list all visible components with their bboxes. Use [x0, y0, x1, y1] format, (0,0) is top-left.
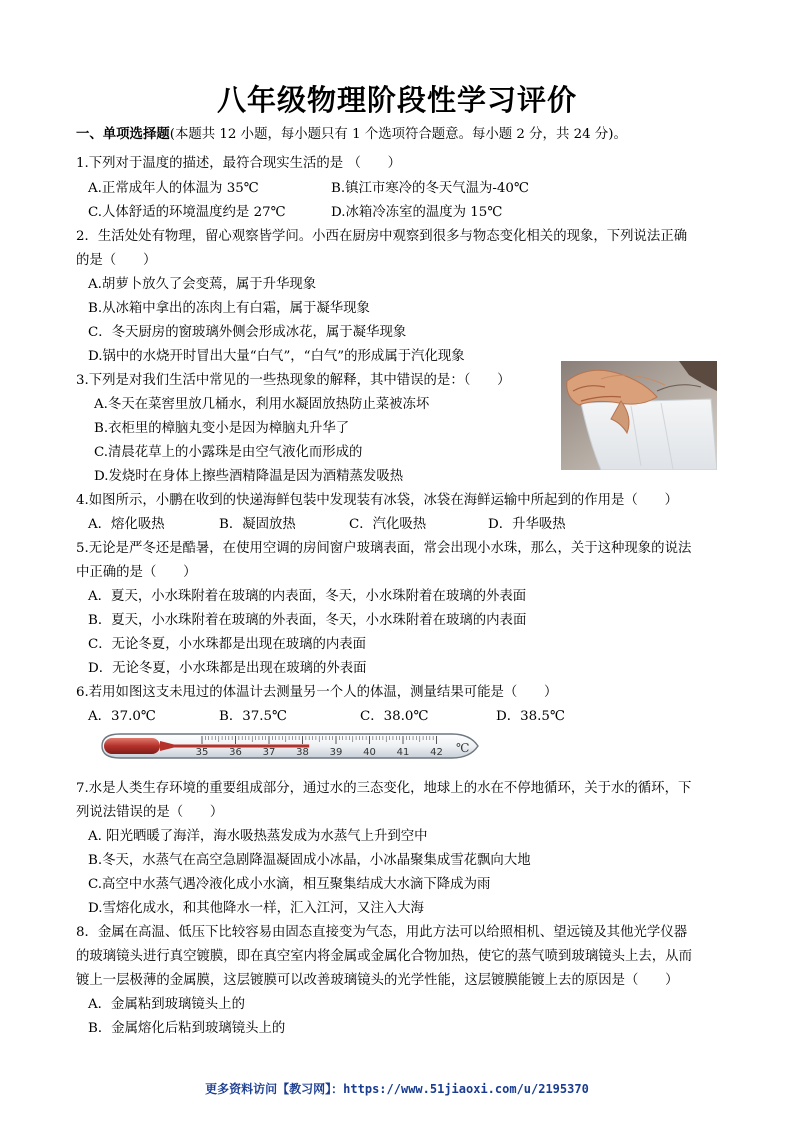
scale-label: 40: [363, 747, 376, 758]
scale-label: 38: [296, 747, 309, 758]
q7-option-d: D.雪熔化成水，和其他降水一样，汇入江河，又注入大海: [88, 901, 424, 916]
q5-stem-line1: 5.无论是严冬还是酷暑，在使用空调的房间窗户玻璃表面，常会出现小水珠，那么，关于这种现象的说法: [76, 541, 692, 556]
q7-option-b: B.冬天，水蒸气在高空急剧降温凝固成小冰晶，小冰晶聚集成雪花飘向大地: [88, 853, 531, 868]
clinical-thermometer-figure: [100, 728, 484, 770]
q7-option-a: A. 阳光晒暖了海洋，海水吸热蒸发成为水蒸气上升到空中: [88, 829, 428, 844]
q1-option-d: D.冰箱冷冻室的温度为 15℃: [331, 205, 503, 220]
q3-option-c: C.清晨花草上的小露珠是由空气液化而形成的: [94, 445, 363, 460]
q4-option-a: A．熔化吸热: [88, 517, 165, 532]
q6-option-c: C．38.0℃: [360, 709, 429, 724]
scale-label: 35: [195, 747, 209, 758]
q5-option-b: B．夏天，小水珠附着在玻璃的外表面，冬天，小水珠附着在玻璃的内表面: [88, 613, 527, 628]
q8-stem-line1: 8．金属在高温、低压下比较容易由固态直接变为气态，用此方法可以给照相机、望远镜及其他光学仪器: [76, 925, 688, 940]
scale-label: 37: [262, 747, 276, 758]
q5-stem-line2: 中正确的是（ ）: [76, 565, 197, 580]
q8-option-b: B．金属熔化后粘到玻璃镜头上的: [88, 1021, 286, 1036]
thermometer-bulb: [104, 738, 160, 754]
thermometer-unit: ℃: [456, 741, 470, 755]
q6-option-d: D．38.5℃: [496, 709, 565, 724]
q4-option-b: B．凝固放热: [219, 517, 296, 532]
shrimp-ice-bag-photo: [561, 361, 717, 470]
q7-stem-line1: 7.水是人类生存环境的重要组成部分，通过水的三态变化，地球上的水在不停地循环，关于水的循环，下: [76, 781, 692, 796]
q2-stem-line1: 2．生活处处有物理，留心观察皆学问。小西在厨房中观察到很多与物态变化相关的现象，下列说法正确: [76, 229, 688, 244]
q4-option-c: C．汽化吸热: [349, 517, 427, 532]
q2-option-c: C．冬天厨房的窗玻璃外侧会形成冰花，属于凝华现象: [88, 325, 407, 340]
q4-option-d: D．升华吸热: [488, 517, 566, 532]
scale-label: 41: [396, 747, 410, 758]
q3-stem: 3.下列是对我们生活中常见的一些热现象的解释，其中错误的是：（ ）: [76, 373, 511, 388]
q8-option-a: A．金属粘到玻璃镜头上的: [88, 997, 245, 1012]
q8-stem-line2: 的玻璃镜头进行真空镀膜，即在真空室内将金属或金属化合物加热，使它的蒸气喷到玻璃镜头上去，从而: [76, 949, 692, 964]
scale-label: 39: [329, 747, 343, 758]
q1-option-a: A.正常成年人的体温为 35℃: [88, 181, 259, 196]
q2-stem-line2: 的是（ ）: [76, 253, 157, 268]
q1-option-b: B.镇江市寒冷的冬天气温为-40℃: [331, 181, 529, 196]
q6-option-a: A．37.0℃: [88, 709, 156, 724]
q3-option-b: B.衣柜里的樟脑丸变小是因为樟脑丸升华了: [94, 421, 350, 436]
scale-label: 36: [229, 747, 242, 758]
q2-option-d: D.锅中的水烧开时冒出大量“白气”，“白气”的形成属于汽化现象: [88, 349, 465, 364]
q6-option-b: B．37.5℃: [219, 709, 288, 724]
q4-stem: 4.如图所示，小鹏在收到的快递海鲜包装中发现装有冰袋，冰袋在海鲜运输中所起到的作用是（ ）: [76, 493, 678, 508]
q5-option-c: C．无论冬夏，小水珠都是出现在玻璃的内表面: [88, 637, 367, 652]
footer-link[interactable]: 更多资料访问【教习网】：https://www.51jiaoxi.com/u/2195370: [205, 1082, 589, 1096]
section-1-header: [76, 126, 627, 144]
q3-option-a: A.冬天在菜窖里放几桶水，利用水凝固放热防止菜被冻坏: [94, 397, 430, 412]
q1-stem: 1.下列对于温度的描述，最符合现实生活的是 （ ）: [76, 156, 402, 171]
q2-option-a: A.胡萝卜放久了会变蔫，属于升华现象: [88, 277, 317, 292]
page-title: 八年级物理阶段性学习评价: [216, 83, 577, 117]
q5-option-a: A．夏天，小水珠附着在玻璃的内表面，冬天，小水珠附着在玻璃的外表面: [88, 589, 527, 604]
q2-option-b: B.从冰箱中拿出的冻肉上有白霜，属于凝华现象: [88, 301, 370, 316]
q5-option-d: D．无论冬夏，小水珠都是出现在玻璃的外表面: [88, 661, 367, 676]
q8-stem-line3: 镀上一层极薄的金属膜，这层镀膜可以改善玻璃镜头的光学性能，这层镀膜能镀上去的原因是（ ）: [76, 973, 679, 988]
q3-option-d: D.发烧时在身体上擦些酒精降温是因为酒精蒸发吸热: [94, 469, 404, 484]
section-1-note: (本题共 12 小题，每小题只有 1 个选项符合题意。每小题 2 分，共 24 分)。: [169, 127, 627, 142]
section-1-heading: 一、单项选择题: [76, 127, 170, 142]
q6-stem: 6.若用如图这支未甩过的体温计去测量另一个人的体温，测量结果可能是（ ）: [76, 685, 558, 700]
q1-option-c: C.人体舒适的环境温度约是 27℃: [88, 205, 286, 220]
q7-option-c: C.高空中水蒸气遇冷液化成小水滴，相互聚集结成大水滴下降成为雨: [88, 877, 491, 892]
q7-stem-line2: 列说法错误的是（ ）: [76, 805, 224, 820]
scale-label: 42: [430, 747, 443, 758]
